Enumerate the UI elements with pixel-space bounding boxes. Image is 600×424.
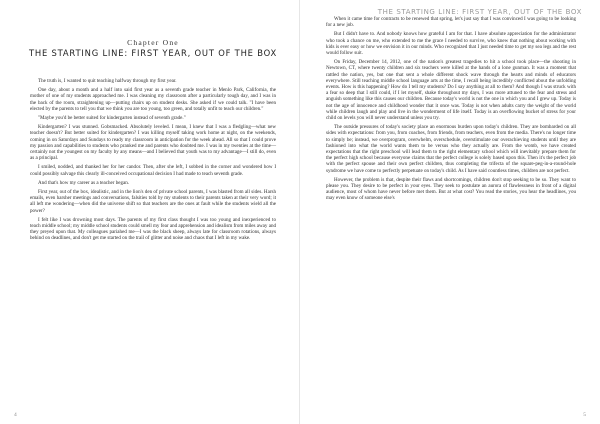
paragraph: Kindergarten? I was stunned. Gobsmacked. Absolutely leveled. I mean, I knew that I was a fledgling—what new teacher doesn't? But better suited for kindergarten? I was killing myself taking work home at night, on the weekends, coming in on Saturdays and Sundays to ready my classroom in anticipation for the week ahead. All so that I could prove my passion and capabilities to students who pranked me and parents who doubted me. I was in my twenties at the time—certainly not the youngest on my faculty by any means—and I believed that youth was to my advantage—I still do, even as a principal.	[30, 124, 276, 162]
paragraph: The truth is, I wanted to quit teaching halfway through my first year.	[38, 78, 177, 84]
chapter-title: THE STARTING LINE: FIRST YEAR, OUT OF THE BOX	[28, 48, 278, 58]
paragraph: And that's how my career as a teacher began.	[38, 179, 130, 186]
running-head: THE STARTING LINE: FIRST YEAR, OUT OF THE BOX	[377, 8, 582, 16]
right-page	[300, 0, 600, 424]
paragraph: When it came time for contracts to be renewed that spring, let's just say that I was convinced I was going to be looking for a new job.	[326, 16, 576, 29]
right-body-text	[326, 16, 576, 205]
chapter-number: Chapter One	[127, 38, 179, 47]
paragraph: I felt like I was drowning most days. The parents of my first class thought I was too young and inexperienced to teach middle school; my middle school students could smell my fear and apprehension and idealism from miles away and they preyed upon that. My colleagues pariahed me—I was the black sheep, always late for classroom rotations, always behind on deadlines, and don't get me started on the trail of glitter and noise and chaos that I left in my wake.	[30, 216, 276, 242]
paragraph: But I didn't have to. And nobody knows how grateful I am for that. I have absolute appreciation for the administrator who took a chance on me, who extended to me the grace I needed to survive, who knew that nothing about working with kids is ever easy or how we envision it in our minds. Who recognized that I just needed time to get my sea legs and the rest would follow suit.	[326, 31, 576, 57]
left-body-text	[30, 78, 276, 245]
page-number-left: 4	[14, 412, 17, 418]
paragraph: First year, out of the box, idealistic, and in the lion's den of private school parents, I was blasted from all sides. Harsh emails, even harsher meetings and conversations, falsities told by my students to their parents taken at their very word; it all left me wondering—when did the universe shift so that teachers are the ones at fault while the students wield all the power?	[30, 189, 276, 214]
paragraph: "Maybe you'd be better suited for kindergarten instead of seventh grade."	[38, 115, 186, 122]
paragraph: However, the problem is that, despite their flaws and shortcomings, children don't stop seeking to be so. They want to please you. They desire to be perfect in your eyes. They seek to postulate an aurora of flawlessness in front of a digital audience, most of whom have never before met them. But at what cost? You read the stories, you hear the headlines, you may even know of someone else's	[326, 176, 576, 202]
paragraph: I smiled, nodded, and thanked her for her candor. Then, after she left, I sobbed in the corner and wondered how I could possibly salvage this clearly ill-conceived occupational decision I had made to teach seventh grade.	[30, 164, 276, 177]
paragraph: One day, about a month and a half into said first year as a seventh grade teacher in Menlo Park, California, the mother of one of my students approached me. I was cleaning my classroom after a particularly tough day, and I was in the back of the room, straightening up—putting chairs up on student desks. She asked if we could talk. "I have been elected by the parents to tell you that we think you are too young, too green, and totally unfit to teach our children."	[30, 87, 276, 112]
page-number-right: 5	[583, 412, 586, 418]
paragraph: On Friday, December 14, 2012, one of the nation's greatest tragedies to hit a school took place—the shooting in Newtown, CT, where twenty children and six teachers were killed at the hands of a lone gunman. It was a moment that rattled the nation, yes, but one that sent a whole different shock wave through the hearts and minds of educators everywhere. Still teaching middle school language arts at the time, I recall being incredibly conflicted about the unfolding events. How is this happening? How do I tell my students? Do I say anything at all to them? And though I was struck with a fear so deep that I still could, if I let myself, shake throughout my days, I was more attuned to the fear and stress and anguish something like this causes our children. Because today's world is not the one in which you and I grew up. Today is not the age of innocence and childhood wonder that it once was. Today is not when adults carry the weight of the world while children laugh and play and live in the wonderment of life itself. Today is an overflowing bucket of stress for your child on levels you will never understand unless you try.	[326, 59, 576, 122]
paragraph: The outside pressures of today's society place an enormous burden upon today's children. They are bombarded on all sides with expectations: from you, from coaches, from friends, from teachers, even from the media. There's no longer time to simply be; instead, we overprogram, overwhelm, overschedule, overstimulate our overachieving students until they are fashioned into what the world wants them to be versus who they actually are. From the womb, we have created expectations that the right preschool will lead them to the right elementary school which will inevitably prepare them for the perfect high school because everyone claims that the perfect college is solely based upon this. Then it's the perfect job with the perfect spouse and their own perfect children, thus completing the trifecta of the square-peg-in-a-round-hole syndrome we have come to perfectly perpetuate on today's child. As I have said countless times, children are not perfect.	[326, 124, 576, 174]
